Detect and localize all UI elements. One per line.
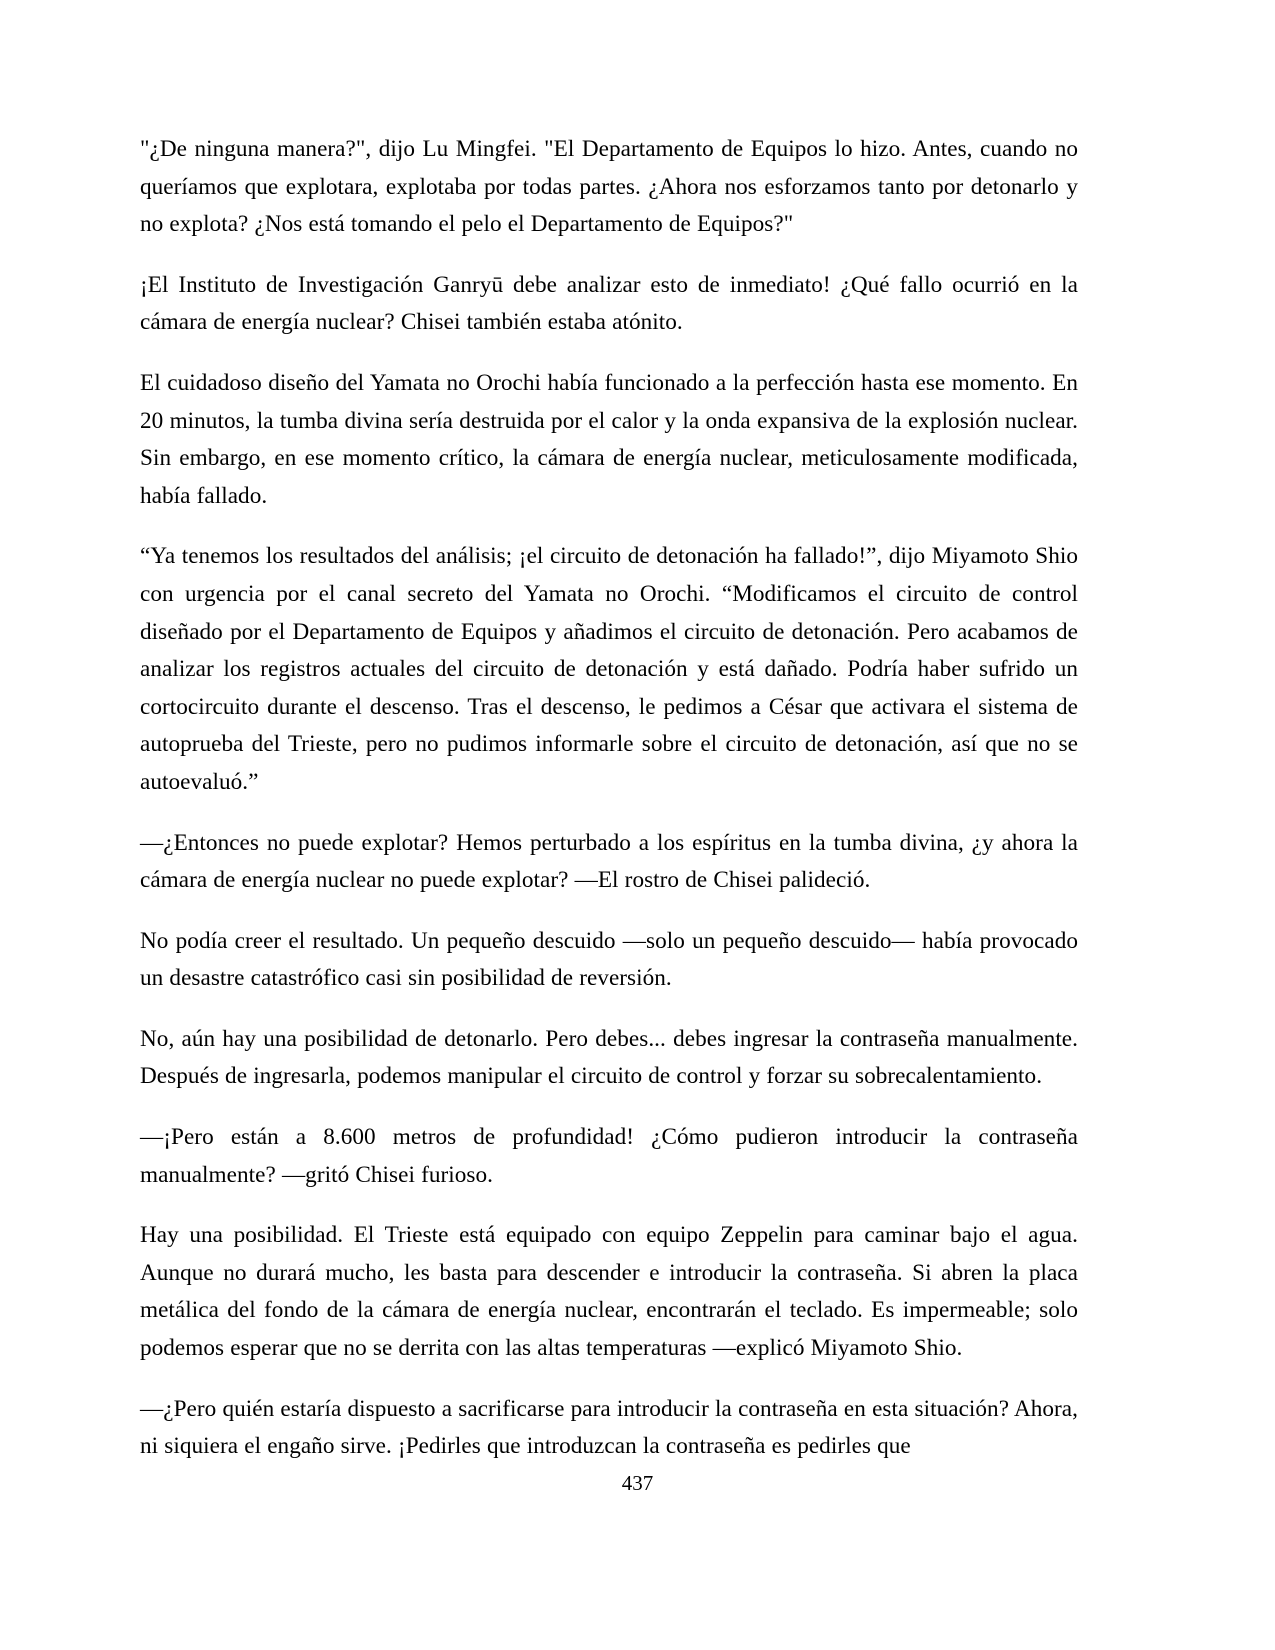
paragraph-3: El cuidadoso diseño del Yamata no Orochi había funcionado a la perfección hasta ese momento. En 20 minutos, la tumba divina sería destruida por el calor y la onda expansiva de la explosión nuclear. Sin embargo, en ese momento crítico, la cámara de energía nuclear, meticulosamente modificada, había fallado. — [140, 369, 1078, 509]
paragraph-10: —¿Pero quién estaría dispuesto a sacrificarse para introducir la contraseña en esta situación? Ahora, ni siquiera el engaño sirve. ¡Pedirles que introduzcan la contraseña es pedirles que — [140, 1395, 1078, 1460]
paragraph-4: “Ya tenemos los resultados del análisis; ¡el circuito de detonación ha fallado!”, dijo Miyamoto Shio con urgencia por el canal secreto del Yamata no Orochi. “Modificamos el circuito de control diseñado por el Departamento de Equipos y añadimos el circuito de detonación. Pero acabamos de analizar los registros actuales del circuito de detonación y está dañado. Podría haber sufrido un cortocircuito durante el descenso. Tras el descenso, le pedimos a César que activara el sistema de autoprueba del Trieste, pero no pudimos informarle sobre el circuito de detonación, así que no se autoevaluó.” — [140, 543, 1078, 795]
paragraph-2: ¡El Instituto de Investigación Ganryū debe analizar esto de inmediato! ¿Qué fallo ocurrió en la cámara de energía nuclear? Chisei también estaba atónito. — [140, 271, 1078, 336]
paragraph-6: No podía creer el resultado. Un pequeño descuido —solo un pequeño descuido— había provocado un desastre catastrófico casi sin posibilidad de reversión. — [140, 927, 1078, 992]
page-number: 437 — [621, 1471, 654, 1495]
page-body — [140, 131, 1078, 1466]
paragraph-1: "¿De ninguna manera?", dijo Lu Mingfei. "El Departamento de Equipos lo hizo. Antes, cuando no queríamos que explotara, explotaba por todas partes. ¿Ahora nos esforzamos tanto por detonarlo y no explota? ¿Nos está tomando el pelo el Departamento de Equipos?" — [140, 136, 1078, 238]
paragraph-8: —¡Pero están a 8.600 metros de profundidad! ¿Cómo pudieron introducir la contraseña manualmente? —gritó Chisei furioso. — [140, 1124, 1078, 1188]
paragraph-9: Hay una posibilidad. El Trieste está equipado con equipo Zeppelin para caminar bajo el agua. Aunque no durará mucho, les basta para descender e introducir la contraseña. Si abren la placa metálica del fondo de la cámara de energía nuclear, encontrarán el teclado. Es impermeable; solo podemos esperar que no se derrita con las altas temperaturas —explicó Miyamoto Shio. — [140, 1222, 1078, 1362]
paragraph-5: —¿Entonces no puede explotar? Hemos perturbado a los espíritus en la tumba divina, ¿y ahora la cámara de energía nuclear no puede explotar? —El rostro de Chisei palideció. — [140, 829, 1078, 894]
paragraph-7: No, aún hay una posibilidad de detonarlo. Pero debes... debes ingresar la contraseña manualmente. Después de ingresarla, podemos manipular el circuito de control y forzar su sobrecalentamiento. — [140, 1025, 1078, 1090]
